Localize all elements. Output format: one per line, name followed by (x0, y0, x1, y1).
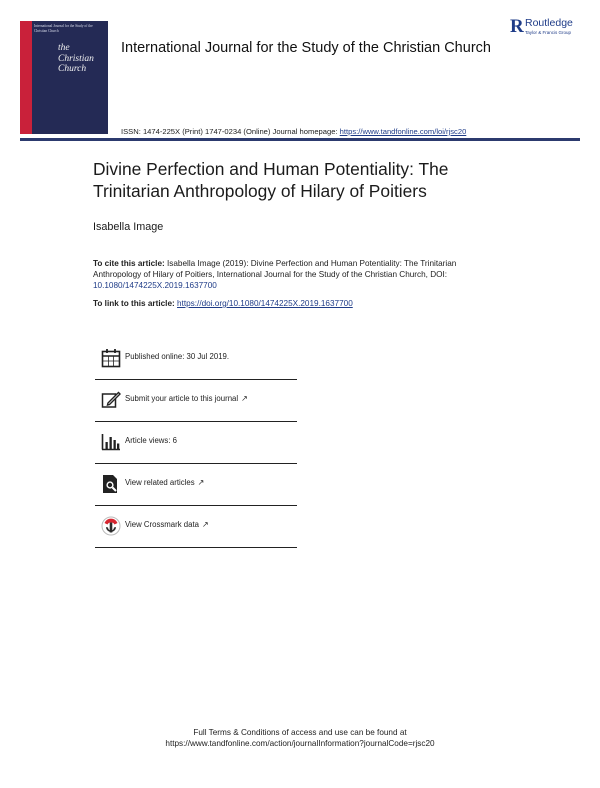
article-info-box (95, 338, 297, 548)
doi-link[interactable]: 10.1080/1474225X.2019.1637700 (93, 281, 217, 290)
related-row[interactable] (95, 464, 297, 506)
journal-title: International Journal for the Study of the Christian Church (121, 40, 491, 56)
submit-article-link[interactable]: Submit your article to this journal ↗ (125, 394, 248, 403)
cover-small-text: International Journal for the Study of the Christian Church (34, 24, 93, 33)
external-link-icon: ↗ (241, 394, 248, 403)
related-articles-icon (101, 474, 121, 494)
external-link-icon: ↗ (201, 520, 209, 529)
published-date: Published online: 30 Jul 2019. (125, 352, 230, 361)
journal-homepage-link[interactable]: https://www.tandfonline.com/loi/rjsc20 (339, 127, 467, 136)
submit-row[interactable] (95, 380, 297, 422)
journal-cover-image (20, 21, 108, 134)
terms-line: Full Terms & Conditions of access and use can be found at (193, 728, 407, 737)
article-title: Divine Perfection and Human Potentiality: The Trinitarian Anthropology of Hilary of Poitiers (93, 159, 449, 201)
crossmark-link[interactable]: View Crossmark data ↗ (125, 520, 209, 529)
calendar-icon (101, 348, 121, 368)
cite-text: Isabella Image (2019): Divine Perfection and Human Potentiality: The Trinitarian Anthropology of Hilary of Poitiers, International Journal for the Study of the Christian Church, DOI: (93, 259, 457, 279)
link-label: To link to this article: (93, 299, 178, 308)
cover-title: the Christian Church (58, 43, 94, 74)
related-articles-link[interactable]: View related articles ↗ (125, 478, 205, 487)
crossmark-icon (101, 516, 121, 536)
routledge-r-icon: R (510, 16, 524, 37)
article-author: Isabella Image (93, 221, 164, 233)
article-views: Article views: 6 (125, 436, 177, 445)
terms-footer (0, 727, 600, 749)
publisher-subtitle: Taylor & Francis Group (525, 30, 572, 35)
publisher-name: Routledge (525, 17, 573, 29)
published-row (95, 338, 297, 380)
cover-red-strip (20, 21, 32, 134)
external-link-icon: ↗ (197, 478, 205, 487)
citation-block (93, 258, 493, 291)
crossmark-row[interactable] (95, 506, 297, 548)
bar-chart-icon (101, 432, 121, 452)
cite-label: To cite this article: (93, 259, 165, 268)
edit-icon (101, 390, 121, 410)
article-link-line (93, 298, 353, 309)
article-doi-url[interactable]: https://doi.org/10.1080/1474225X.2019.1637700 (177, 299, 353, 308)
views-row (95, 422, 297, 464)
publisher-logo (510, 17, 590, 41)
header-divider (20, 138, 580, 141)
journal-information-url[interactable]: https://www.tandfonline.com/action/journalInformation?journalCode=rjsc20 (165, 739, 435, 748)
issn-line: ISSN: 1474-225X (Print) 1747-0234 (Online) Journal homepage: https://www.tandfonline.com/loi/rjsc20 (121, 127, 467, 136)
